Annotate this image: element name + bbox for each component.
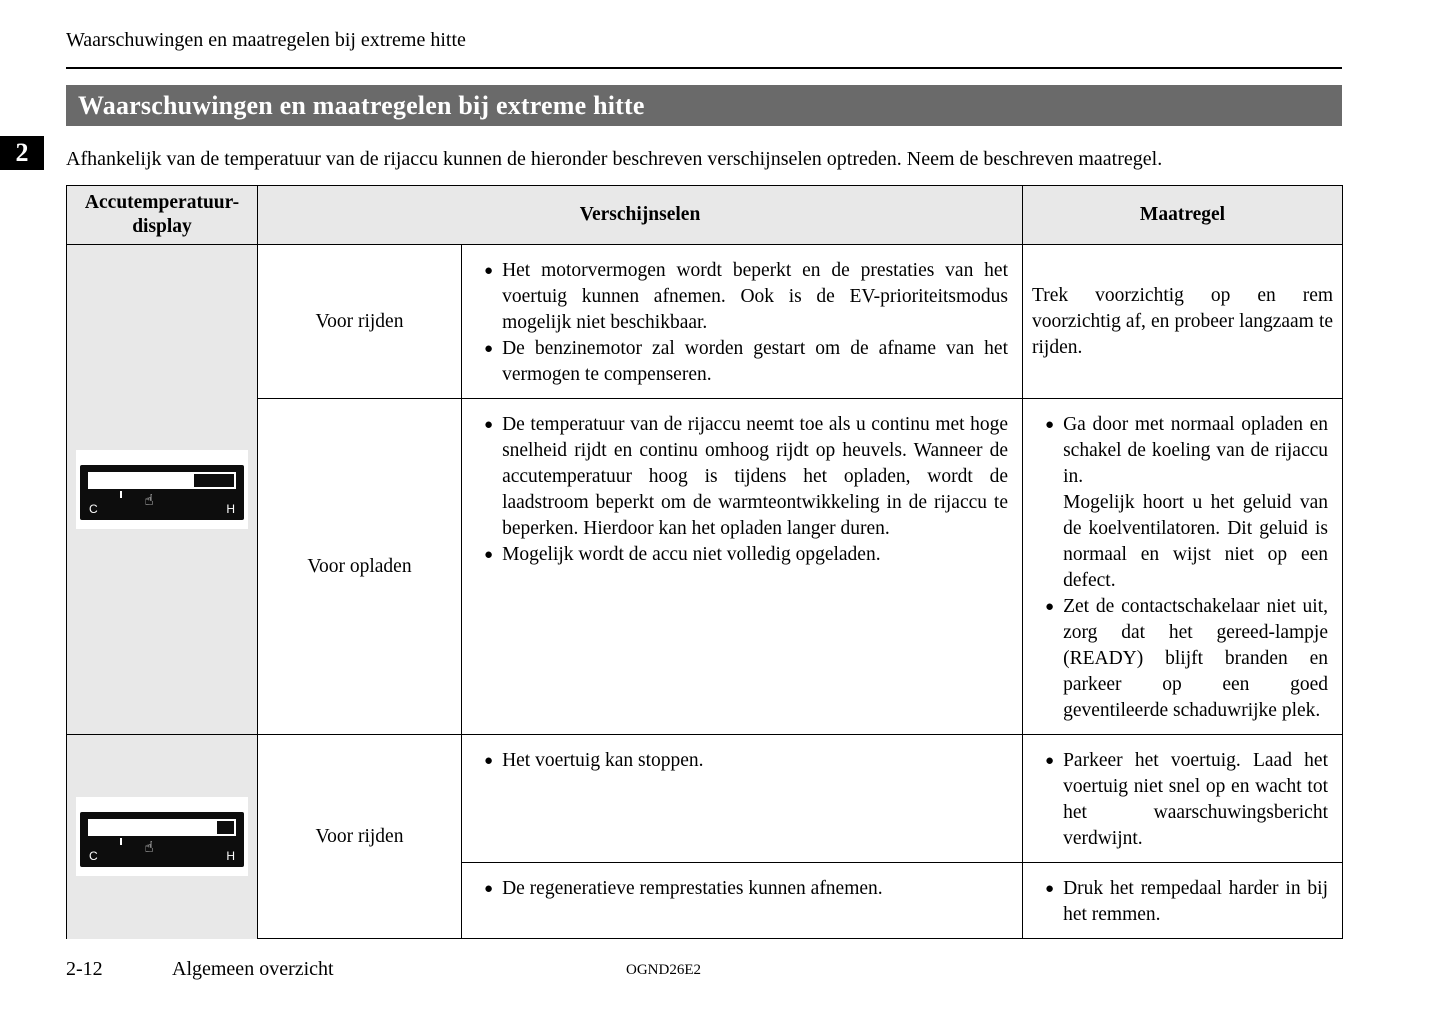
measure-item <box>1045 748 1328 852</box>
symptom-item <box>484 748 1008 774</box>
symptoms-cell <box>462 399 1023 735</box>
measure-item <box>1045 876 1328 928</box>
measure-paragraph: Ga door met normaal opladen en schakel de koeling van de rijaccu in. <box>1063 414 1329 487</box>
gauge-fill <box>90 821 217 834</box>
symptom-text: Mogelijk wordt de accu niet volledig opgeladen. <box>502 544 881 565</box>
symptoms-cell <box>462 735 1023 863</box>
running-header: Waarschuwingen en maatregelen bij extreme hitte <box>66 29 466 51</box>
measure-cell <box>1023 735 1343 863</box>
measure-paragraph: Mogelijk hoort u het geluid van de koelventilatoren. Dit geluid is normaal en wijst niet op een defect. <box>1063 492 1329 591</box>
hot-label: H <box>226 849 235 864</box>
footer-doc-code: OGND26E2 <box>626 962 701 978</box>
warnings-table <box>66 185 1343 939</box>
symptom-item <box>484 542 1008 568</box>
header-rule <box>66 67 1342 69</box>
chapter-tab: 2 <box>0 136 44 170</box>
battery-gauge <box>80 465 244 520</box>
intro-paragraph: Afhankelijk van de temperatuur van de rijaccu kunnen de hieronder beschreven verschijnselen optreden. Neem de beschreven maatregel. <box>66 148 1163 170</box>
symptom-item <box>484 412 1008 542</box>
table-header-row <box>67 186 1343 245</box>
bullet-icon: ● <box>1045 753 1055 769</box>
bullet-icon: ● <box>484 753 494 769</box>
bullet-icon: ● <box>1045 881 1055 897</box>
situation-cell: Voor rijden <box>258 245 462 399</box>
symptom-item <box>484 336 1008 388</box>
symptom-text: Het voertuig kan stoppen. <box>502 750 704 771</box>
gauge-bar <box>88 819 236 836</box>
symptom-text: De regeneratieve remprestaties kunnen afnemen. <box>502 878 883 899</box>
bullet-icon: ● <box>484 547 494 563</box>
symptom-text: De temperatuur van de rijaccu neemt toe als u continu met hoge snelheid rijdt en continu omhoog rijdt op heuvels. Wanneer de accutemperatuur hoog is tijdens het opladen, wordt de laadstroom beperkt om de warmteontwikkeling in de rijaccu te beperken. Hierdoor kan het opladen langer duren. <box>502 414 1009 539</box>
display-cell-1 <box>67 245 258 735</box>
footer-section-title: Algemeen overzicht <box>172 958 334 980</box>
touch-hand-icon: ☝ <box>144 491 154 509</box>
measure-text: Druk het rempedaal harder in bij het remmen. <box>1063 878 1329 925</box>
bullet-icon: ● <box>1045 599 1055 615</box>
gauge-bar <box>88 472 236 489</box>
measure-cell <box>1023 399 1343 735</box>
bullet-icon: ● <box>484 341 494 357</box>
cold-label: C <box>89 502 98 516</box>
measure-cell: Trek voorzichtig op en rem voorzichtig af, en probeer langzaam te rijden. <box>1023 245 1343 399</box>
col-header-symptoms: Verschijnselen <box>258 186 1023 245</box>
symptom-text: De benzinemotor zal worden gestart om de afname van het vermogen te compenseren. <box>502 338 1009 385</box>
gauge-scale <box>89 838 235 865</box>
symptom-item <box>484 258 1008 336</box>
hot-label: H <box>226 502 235 516</box>
gauge-fill <box>90 474 194 487</box>
col-header-measure: Maatregel <box>1023 186 1343 245</box>
symptom-text: Het motorvermogen wordt beperkt en de prestaties van het voertuig kunnen afnemen. Ook is de EV-prioriteitsmodus mogelijk niet beschikbaar. <box>502 260 1009 333</box>
footer-page-number: 2-12 <box>66 958 103 980</box>
col-header-display: Accutemperatuur-display <box>67 186 258 245</box>
symptom-item <box>484 876 1008 902</box>
gauge-scale <box>89 491 235 518</box>
situation-cell: Voor rijden <box>258 735 462 939</box>
battery-gauge <box>80 812 244 867</box>
symptoms-cell <box>462 245 1023 399</box>
measure-item <box>1045 412 1328 594</box>
measure-item <box>1045 594 1328 724</box>
table-row <box>67 735 1343 863</box>
measure-text: Zet de contactschakelaar niet uit, zorg dat het gereed-lampje (READY) blijft branden en parkeer op een goed geventileerde schaduwrijke plek. <box>1063 596 1329 721</box>
table-row <box>67 399 1343 735</box>
situation-cell: Voor opladen <box>258 399 462 735</box>
bullet-icon: ● <box>484 263 494 279</box>
bullet-icon: ● <box>484 417 494 433</box>
bullet-icon: ● <box>1045 417 1055 433</box>
section-banner <box>66 85 1342 126</box>
page-footer <box>66 958 1342 990</box>
battery-temp-display-2 <box>76 797 248 876</box>
battery-temp-display-1 <box>76 450 248 529</box>
cold-label: C <box>89 849 98 864</box>
banner-title: Waarschuwingen en maatregelen bij extreme hitte <box>78 90 645 120</box>
measure-cell <box>1023 863 1343 939</box>
bullet-icon: ● <box>484 881 494 897</box>
symptoms-cell <box>462 863 1023 939</box>
tick-mark <box>120 838 122 845</box>
touch-hand-icon: ☝ <box>144 838 154 857</box>
tick-mark <box>120 491 122 498</box>
display-cell-2 <box>67 735 258 939</box>
measure-text <box>1063 412 1328 594</box>
measure-text: Parkeer het voertuig. Laad het voertuig niet snel op en wacht tot het waarschuwingsbericht verdwijnt. <box>1063 750 1329 849</box>
table-row <box>67 245 1343 399</box>
